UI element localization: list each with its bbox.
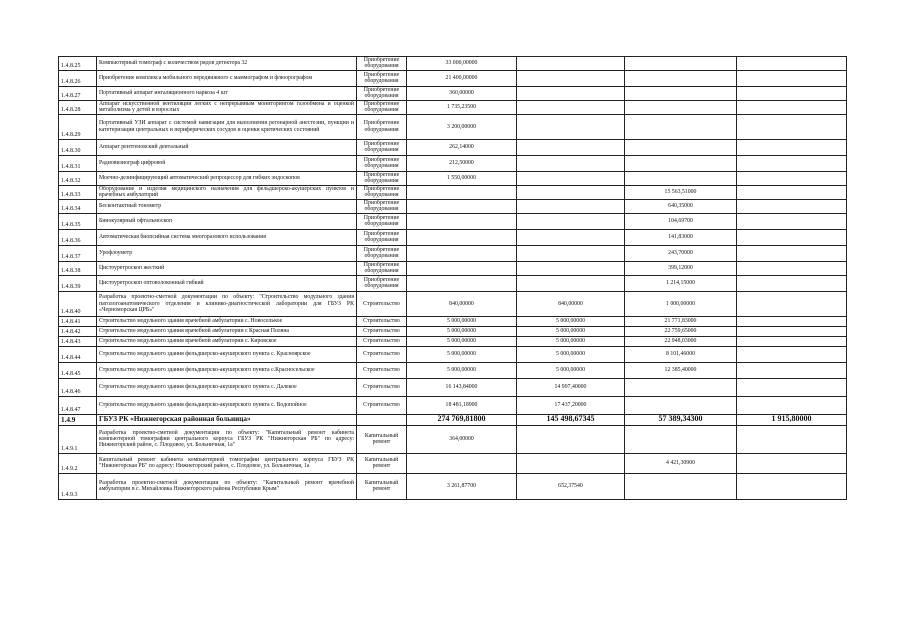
row-name: Оборудование и изделия медицинского назначения для фельдшерско-акушерских пунктов и врачебных амбулаторий (97, 185, 357, 199)
row-amount-3 (625, 100, 737, 114)
row-type: Строительство (357, 316, 407, 326)
row-amount-2 (517, 199, 625, 213)
row-name: Строительство модульного здания врачебной амбулатории с. Новоселькое (97, 316, 357, 326)
row-amount-2 (517, 275, 625, 291)
row-name: Урофлоуметр (97, 245, 357, 261)
row-amount-1: 16 143,84000 (407, 378, 517, 396)
row-amount-2 (517, 70, 625, 86)
row-amount-2: 17 437,20000 (517, 396, 625, 414)
row-amount-3: 22 759,65000 (625, 326, 737, 336)
row-name: Строительство модульного здания фельдшерско-акушерского пункта с. Водопойное (97, 396, 357, 414)
row-amount-2: 14 997,40000 (517, 378, 625, 396)
table-row (59, 245, 847, 261)
row-amount-1: 5 000,00000 (407, 362, 517, 378)
row-amount-4 (737, 316, 847, 326)
table-row (59, 362, 847, 378)
row-code: 1.4.8.28 (59, 100, 97, 114)
row-amount-4 (737, 199, 847, 213)
table-row (59, 336, 847, 346)
row-amount-1: 33 000,00000 (407, 57, 517, 71)
row-amount-4 (737, 425, 847, 453)
table-row (59, 86, 847, 100)
row-amount-2: 5 000,00000 (517, 316, 625, 326)
row-amount-4 (737, 100, 847, 114)
row-amount-2 (517, 100, 625, 114)
row-name: Капитальный ремонт кабинета компьютерной томографии центрального корпуса ГБУЗ РК "Нижнегорская РБ" по адресу: Нижнегорский район, с. Плодовое, ул. Больничная, 1а (97, 453, 357, 473)
row-amount-1 (407, 199, 517, 213)
row-type: Приобретение оборудования (357, 199, 407, 213)
table-row (59, 199, 847, 213)
row-amount-1 (407, 261, 517, 275)
row-name: Строительство модульного здания фельдшерско-акушерского пункта с.Красносельское (97, 362, 357, 378)
row-amount-1: 1 735,23500 (407, 100, 517, 114)
row-amount-4 (737, 57, 847, 71)
row-amount-3: 15 563,51000 (625, 185, 737, 199)
row-amount-4 (737, 473, 847, 499)
row-name: Портативный УЗИ аппарат с системой навигации для выполнения регонарной анестезии, пункции и катетеризации центральных и периферических сосудов и оценки критических состояний (97, 114, 357, 139)
row-code: 1.4.8.38 (59, 261, 97, 275)
row-name: Бинокулярный офтальмоскоп (97, 213, 357, 229)
row-code: 1.4.8.45 (59, 362, 97, 378)
row-amount-4 (737, 229, 847, 245)
row-type: Приобретение оборудования (357, 185, 407, 199)
table-row (59, 261, 847, 275)
row-type: Капитальный ремонт (357, 425, 407, 453)
row-amount-1: 5 000,00000 (407, 316, 517, 326)
table-row (59, 291, 847, 316)
row-code: 1.4.8.35 (59, 213, 97, 229)
row-type: Строительство (357, 291, 407, 316)
row-amount-3: 640,35000 (625, 199, 737, 213)
row-type: Приобретение оборудования (357, 155, 407, 171)
row-code: 1.4.9.2 (59, 453, 97, 473)
row-amount-1: 360,00000 (407, 86, 517, 100)
row-amount-2: 5 000,00000 (517, 346, 625, 362)
row-amount-3 (625, 396, 737, 414)
row-code: 1.4.8.42 (59, 326, 97, 336)
row-name: Строительство модульного здания фельдшерско-акушерского пункта с. Далекое (97, 378, 357, 396)
row-code: 1.4.8.36 (59, 229, 97, 245)
row-type: Строительство (357, 362, 407, 378)
table-row (59, 316, 847, 326)
table-row (59, 114, 847, 139)
row-amount-4 (737, 155, 847, 171)
row-amount-4 (737, 453, 847, 473)
row-amount-2: 5 000,00000 (517, 336, 625, 346)
row-type: Приобретение оборудования (357, 57, 407, 71)
row-amount-3 (625, 171, 737, 185)
row-amount-3: 12 385,40000 (625, 362, 737, 378)
table-row (59, 57, 847, 71)
row-amount-3: 1 000,00000 (625, 291, 737, 316)
table-row (59, 326, 847, 336)
row-amount-2 (517, 245, 625, 261)
row-amount-1: 3 261,87700 (407, 473, 517, 499)
row-type: Капитальный ремонт (357, 473, 407, 499)
row-amount-4 (737, 291, 847, 316)
budget-table-page (58, 56, 847, 500)
row-amount-3: 1 214,15000 (625, 275, 737, 291)
row-amount-3 (625, 86, 737, 100)
row-code: 1.4.8.44 (59, 346, 97, 362)
row-type: Приобретение оборудования (357, 261, 407, 275)
row-amount-2 (517, 57, 625, 71)
row-amount-3: 104,69700 (625, 213, 737, 229)
row-amount-2 (517, 155, 625, 171)
row-amount-2: 652,37540 (517, 473, 625, 499)
row-amount-2: 145 498,67345 (517, 414, 625, 425)
row-amount-3 (625, 473, 737, 499)
row-name: Строительство модульного здания врачебной амбулатории с Красная Поляна (97, 326, 357, 336)
row-type: Строительство (357, 378, 407, 396)
row-amount-2: 5 000,00000 (517, 326, 625, 336)
row-amount-3: 141,83000 (625, 229, 737, 245)
table-row (59, 453, 847, 473)
row-type: Строительство (357, 336, 407, 346)
row-amount-2 (517, 114, 625, 139)
budget-table (58, 56, 847, 500)
row-code: 1.4.8.27 (59, 86, 97, 100)
row-type: Строительство (357, 396, 407, 414)
row-amount-4 (737, 362, 847, 378)
row-amount-1: 840,00000 (407, 291, 517, 316)
table-body (59, 57, 847, 500)
row-code: 1.4.8.46 (59, 378, 97, 396)
table-row (59, 171, 847, 185)
row-amount-2 (517, 171, 625, 185)
row-code: 1.4.8.37 (59, 245, 97, 261)
row-amount-4 (737, 213, 847, 229)
row-name: Автоматическая биопсийная система многоразового использования (97, 229, 357, 245)
row-amount-3 (625, 57, 737, 71)
row-name: Приобретение комплекса мобильного передвижного с маммографом и флюорографом (97, 70, 357, 86)
row-code: 1.4.8.29 (59, 114, 97, 139)
row-type: Приобретение оборудования (357, 139, 407, 155)
row-amount-2 (517, 185, 625, 199)
row-name: Цистоуретроскоп жесткий (97, 261, 357, 275)
row-code: 1.4.8.34 (59, 199, 97, 213)
row-amount-1: 21 400,00000 (407, 70, 517, 86)
row-amount-4 (737, 346, 847, 362)
row-code: 1.4.9.3 (59, 473, 97, 499)
row-code: 1.4.8.33 (59, 185, 97, 199)
row-code: 1.4.8.40 (59, 291, 97, 316)
row-name: Моечно-дезинфицирующий автоматический репроцессор для гибких эндоскопов (97, 171, 357, 185)
row-amount-4 (737, 70, 847, 86)
row-amount-1: 1 550,00000 (407, 171, 517, 185)
row-amount-2: 840,00000 (517, 291, 625, 316)
row-type: Приобретение оборудования (357, 275, 407, 291)
table-row (59, 155, 847, 171)
row-amount-1: 5 000,00000 (407, 336, 517, 346)
row-amount-1 (407, 213, 517, 229)
row-code: 1.4.8.30 (59, 139, 97, 155)
table-row (59, 70, 847, 86)
row-amount-3 (625, 425, 737, 453)
row-type: Приобретение оборудования (357, 171, 407, 185)
row-type: Приобретение оборудования (357, 213, 407, 229)
row-name: Разработка проектно-сметной документации по объекту: "Капитальный ремонт врачебной амбулатории в с. Михайловка Нижнегорского района Республики Крым" (97, 473, 357, 499)
row-code: 1.4.8.26 (59, 70, 97, 86)
row-name: Цистоуретроскоп оптоволоконный гибкий (97, 275, 357, 291)
row-amount-4 (737, 245, 847, 261)
row-name: Аппарат рентгеновский дентальный (97, 139, 357, 155)
row-amount-1 (407, 453, 517, 473)
row-type: Приобретение оборудования (357, 229, 407, 245)
row-amount-3: 21 771,83000 (625, 316, 737, 326)
row-amount-4 (737, 171, 847, 185)
row-amount-1 (407, 229, 517, 245)
table-row (59, 229, 847, 245)
row-type: Приобретение оборудования (357, 70, 407, 86)
row-amount-1: 18 481,18900 (407, 396, 517, 414)
row-code: 1.4.8.32 (59, 171, 97, 185)
row-amount-4 (737, 378, 847, 396)
table-row (59, 139, 847, 155)
row-type: Строительство (357, 326, 407, 336)
row-amount-3 (625, 139, 737, 155)
table-row (59, 185, 847, 199)
row-name: Строительство модульного здания врачебной амбулатории с. Кировское (97, 336, 357, 346)
row-amount-1: 5 000,00000 (407, 326, 517, 336)
row-amount-3: 399,12000 (625, 261, 737, 275)
row-amount-4 (737, 139, 847, 155)
row-amount-2 (517, 213, 625, 229)
row-name: ГБУЗ РК «Нижнегорская районная больница» (97, 414, 357, 425)
row-type: Приобретение оборудования (357, 100, 407, 114)
row-amount-4 (737, 86, 847, 100)
row-amount-1: 262,14000 (407, 139, 517, 155)
row-amount-4 (737, 185, 847, 199)
row-amount-2 (517, 86, 625, 100)
table-row (59, 275, 847, 291)
row-amount-2 (517, 139, 625, 155)
table-row (59, 213, 847, 229)
row-name: Радиовизиограф цифровой (97, 155, 357, 171)
row-code: 1.4.9 (59, 414, 97, 425)
row-amount-3 (625, 155, 737, 171)
row-type: Приобретение оборудования (357, 114, 407, 139)
row-amount-1 (407, 275, 517, 291)
table-row-total (59, 414, 847, 425)
row-amount-3 (625, 114, 737, 139)
row-code: 1.4.8.43 (59, 336, 97, 346)
row-name: Портативный аппарат ингаляционного наркоза 4 шт (97, 86, 357, 100)
row-amount-4 (737, 396, 847, 414)
row-code: 1.4.8.47 (59, 396, 97, 414)
row-amount-4 (737, 114, 847, 139)
table-row (59, 473, 847, 499)
row-amount-2 (517, 453, 625, 473)
row-amount-4 (737, 336, 847, 346)
row-type: Капитальный ремонт (357, 453, 407, 473)
row-name: Разработка проектно-сметной документации по объекту: "Капитальный ремонт кабинета компьютерной томографии центрального корпуса ГБУЗ РК "Нижнегорская РБ" по адресу: Нижнегорский район, с. Плодовое, ул. Больничная, 1а" (97, 425, 357, 453)
row-amount-4: 1 915,80000 (737, 414, 847, 425)
row-code: 1.4.8.39 (59, 275, 97, 291)
row-code: 1.4.8.31 (59, 155, 97, 171)
row-amount-2: 5 000,00000 (517, 362, 625, 378)
row-amount-1 (407, 185, 517, 199)
row-amount-2 (517, 261, 625, 275)
row-name: Бесконтактный тонометр (97, 199, 357, 213)
row-amount-2 (517, 425, 625, 453)
row-amount-3: 57 389,34300 (625, 414, 737, 425)
row-amount-1: 364,00000 (407, 425, 517, 453)
row-amount-1: 274 769,81800 (407, 414, 517, 425)
row-name: Разработка проектно-сметной документации по объекту: "Строительство модульного здания патологоанатомического отделения и клинико-диагностической лаборатории для ГБУЗ РК «Черноморская ЦРБ»" (97, 291, 357, 316)
table-row (59, 396, 847, 414)
row-amount-4 (737, 261, 847, 275)
table-row (59, 346, 847, 362)
row-code: 1.4.8.25 (59, 57, 97, 71)
row-amount-1: 5 000,00000 (407, 346, 517, 362)
row-amount-3: 8 101,46000 (625, 346, 737, 362)
row-amount-1: 212,50000 (407, 155, 517, 171)
row-amount-3: 243,70000 (625, 245, 737, 261)
row-name: Строительство модульного здания фельдшерско-акушерского пункта с. Красноярское (97, 346, 357, 362)
row-type: Строительство (357, 346, 407, 362)
row-type: Приобретение оборудования (357, 86, 407, 100)
row-code: 1.4.8.41 (59, 316, 97, 326)
row-type (357, 414, 407, 425)
row-amount-3 (625, 378, 737, 396)
row-amount-4 (737, 275, 847, 291)
row-name: Компьютерный томограф с количеством рядов детектора 32 (97, 57, 357, 71)
row-amount-1 (407, 245, 517, 261)
row-amount-1: 3 200,00000 (407, 114, 517, 139)
row-amount-3 (625, 70, 737, 86)
table-row (59, 100, 847, 114)
row-amount-3: 4 421,30900 (625, 453, 737, 473)
row-amount-2 (517, 229, 625, 245)
table-row (59, 378, 847, 396)
row-code: 1.4.9.1 (59, 425, 97, 453)
row-amount-3: 22 948,03000 (625, 336, 737, 346)
row-type: Приобретение оборудования (357, 245, 407, 261)
row-amount-4 (737, 326, 847, 336)
row-name: Аппарат искусственной вентиляции легких с непрерывным мониторингом газообмена и оценкой метаболизма у детей и взрослых (97, 100, 357, 114)
table-row (59, 425, 847, 453)
